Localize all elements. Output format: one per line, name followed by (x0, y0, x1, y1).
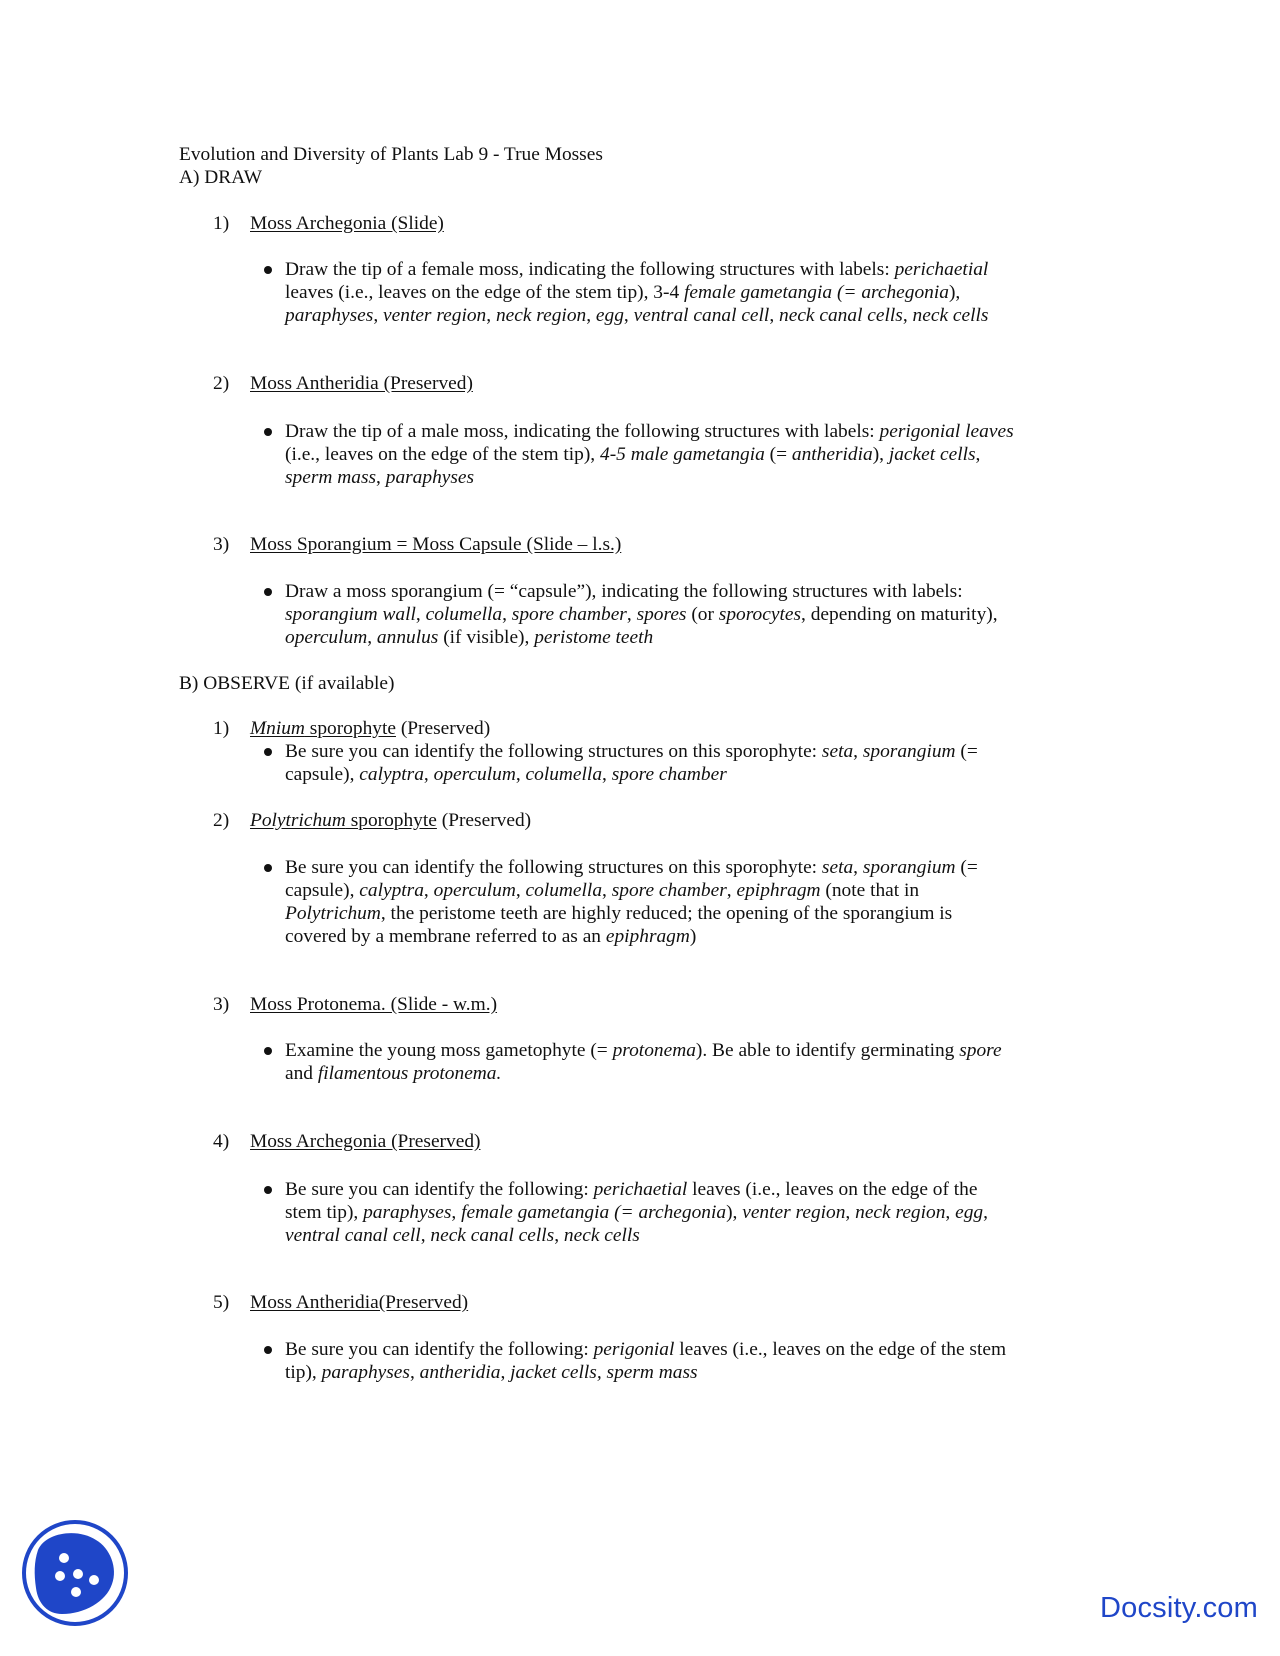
item-heading-a3: Moss Sporangium = Moss Capsule (Slide – l.s.) (250, 534, 622, 555)
item-number: 3) (213, 994, 230, 1015)
paragraph-line: Be sure you can identify the following structures on this sporophyte: seta, sporangium (= (285, 857, 978, 878)
docsity-logo-icon[interactable] (20, 1518, 130, 1628)
item-number: 3) (213, 534, 230, 555)
paragraph-line: Be sure you can identify the following structures on this sporophyte: seta, sporangium (= (285, 741, 978, 762)
paragraph-line: operculum, annulus (if visible), peristome teeth (285, 627, 654, 648)
item-number: 2) (213, 373, 230, 394)
paragraph-line: Draw the tip of a male moss, indicating the following structures with labels: perigonial leaves (285, 421, 1014, 442)
item-number: 1) (213, 213, 230, 234)
item-number: 1) (213, 718, 230, 739)
paragraph-line: (i.e., leaves on the edge of the stem tip), 4-5 male gametangia (= antheridia), jacket cells, (285, 444, 981, 465)
paragraph-line: Polytrichum, the peristome teeth are highly reduced; the opening of the sporangium is (285, 903, 953, 924)
page-title: Evolution and Diversity of Plants Lab 9 - True Mosses (179, 144, 603, 165)
paragraph-line: capsule), calyptra, operculum, columella, spore chamber, epiphragm (note that in (285, 880, 920, 901)
paragraph-line: ventral canal cell, neck canal cells, neck cells (285, 1225, 640, 1246)
paragraph-line: leaves (i.e., leaves on the edge of the stem tip), 3-4 female gametangia (= archegonia), (285, 282, 961, 303)
section-a-heading: A) DRAW (179, 167, 262, 188)
item-heading-b3: Moss Protonema. (Slide - w.m.) (250, 994, 498, 1015)
bullet-icon (264, 864, 272, 872)
bullet-icon (264, 428, 272, 436)
item-heading-a1: Moss Archegonia (Slide) (250, 213, 444, 234)
paragraph-line: sperm mass, paraphyses (285, 467, 475, 488)
item-heading-b5: Moss Antheridia(Preserved) (250, 1292, 469, 1313)
item-number: 4) (213, 1131, 230, 1152)
item-heading-b1: Mnium sporophyte (Preserved) (250, 718, 491, 739)
bullet-icon (264, 266, 272, 274)
item-heading-a2: Moss Antheridia (Preserved) (250, 373, 473, 394)
paragraph-line: and filamentous protonema. (285, 1063, 502, 1084)
bullet-icon (264, 748, 272, 756)
item-number: 5) (213, 1292, 230, 1313)
docsity-brand-link[interactable]: Docsity.com (1100, 1592, 1258, 1624)
paragraph-line: capsule), calyptra, operculum, columella, spore chamber (285, 764, 727, 785)
paragraph-line: Draw a moss sporangium (= “capsule”), indicating the following structures with labels: (285, 581, 963, 602)
bullet-icon (264, 1186, 272, 1194)
paragraph-line: Be sure you can identify the following: perigonial leaves (i.e., leaves on the edge of the stem (285, 1339, 1007, 1360)
paragraph-line: Be sure you can identify the following: perichaetial leaves (i.e., leaves on the edge of the (285, 1179, 978, 1200)
paragraph-line: covered by a membrane referred to as an epiphragm) (285, 926, 697, 947)
bullet-icon (264, 1047, 272, 1055)
paragraph-line: Draw the tip of a female moss, indicating the following structures with labels: perichaetial (285, 259, 989, 280)
item-heading-b4: Moss Archegonia (Preserved) (250, 1131, 481, 1152)
item-heading-b2: Polytrichum sporophyte (Preserved) (250, 810, 532, 831)
item-number: 2) (213, 810, 230, 831)
paragraph-line: sporangium wall, columella, spore chamber, spores (or sporocytes, depending on maturity), (285, 604, 998, 625)
section-b-heading: B) OBSERVE (if available) (179, 673, 395, 694)
bullet-icon (264, 588, 272, 596)
paragraph-line: tip), paraphyses, antheridia, jacket cells, sperm mass (285, 1362, 698, 1383)
bullet-icon (264, 1346, 272, 1354)
paragraph-line: Examine the young moss gametophyte (= protonema). Be able to identify germinating spore (285, 1040, 1002, 1061)
paragraph-line: paraphyses, venter region, neck region, egg, ventral canal cell, neck canal cells, neck cells (285, 305, 989, 326)
paragraph-line: stem tip), paraphyses, female gametangia (= archegonia), venter region, neck region, egg, (285, 1202, 988, 1223)
